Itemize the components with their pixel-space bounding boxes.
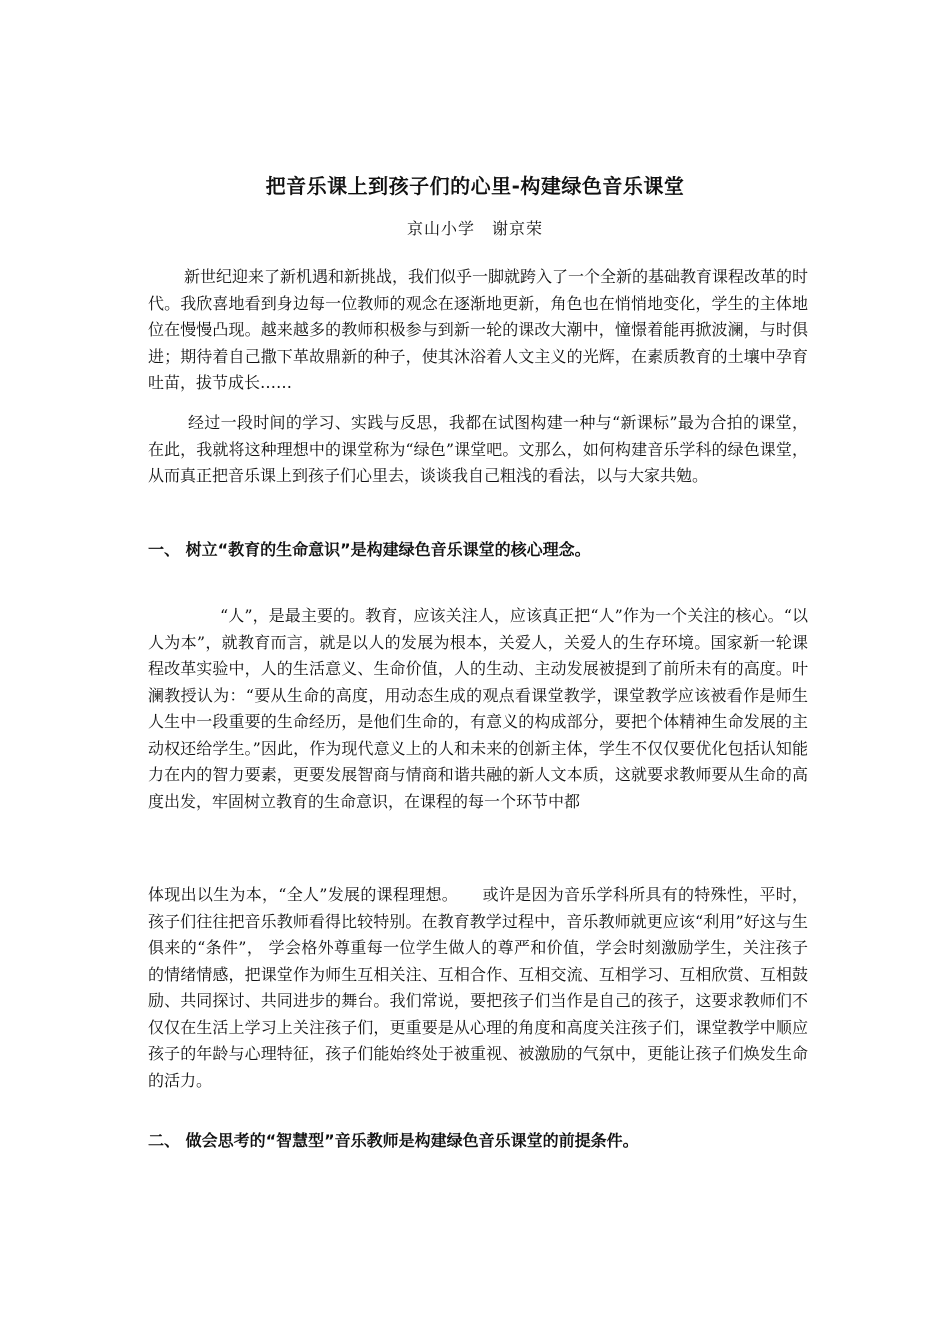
author-line: 京山小学 谢京荣	[406, 219, 543, 238]
intro-paragraph-1: 新世纪迎来了新机遇和新挑战，我们似乎一脚就跨入了一个全新的基础教育课程改革的时代。我欣喜地看到身边每一位教师的观念在逐渐地更新，角色也在悄悄地变化，学生的主体地位在慢慢凸现。越来越多的教师积极参与到新一轮的课改大潮中，憧憬着能再掀波澜，与时俱进；期待着自己撒下革故鼎新的种子，使其沐浴着人文主义的光辉，在素质教育的土壤中孕育吐苗，拔节成长……	[148, 267, 809, 392]
section-heading-2: 二、 做会思考的“智慧型”音乐教师是构建绿色音乐课堂的前提条件。	[148, 1131, 639, 1150]
intro-paragraph-2: 经过一段时间的学习、实践与反思，我都在试图构建一种与“新课标”最为合拍的课堂，在此，我就将这种理想中的课堂称为“绿色”课堂吧。文那么，如何构建音乐学科的绿色课堂，从而真正把音乐课上到孩子们心里去，谈谈我自己粗浅的看法，以与大家共勉。	[148, 413, 808, 485]
section1-paragraph-2: 体现出以生为本，“全人”发展的课程理想。 或许是因为音乐学科所具有的特殊性，平时，孩子们往往把音乐教师看得比较特别。在教育教学过程中，音乐教师就更应该“利用”好这与生俱来的“条件”， 学会格外尊重每一位学生做人的尊严和价值，学会时刻激励学生，关注孩子的情绪情感，把课堂作为师生互相关注、互相合作、互相交流、互相学习、互相欣赏、互相鼓励、共同探讨、共同进步的舞台。我们常说，要把孩子们当作是自己的孩子，这要求教师们不仅仅在生活上学习上关注孩子们，更重要是从心理的角度和高度关注孩子们，课堂教学中顺应孩子的年龄与心理特征，孩子们能始终处于被重视、被激励的气氛中，更能让孩子们焕发生命的活力。	[148, 885, 808, 1090]
document-title: 把音乐课上到孩子们的心里-构建绿色音乐课堂	[265, 174, 685, 198]
section1-paragraph-1: “人”，是最主要的。教育，应该关注人，应该真正把“人”作为一个关注的核心。“以人为本”，就教育而言，就是以人的发展为根本，关爱人，关爱人的生存环境。国家新一轮课程改革实验中，人的生活意义、生命价值，人的生动、主动发展被提到了前所未有的高度。叶澜教授认为：“要从生命的高度，用动态生成的观点看课堂教学，课堂教学应该被看作是师生人生中一段重要的生命经历，是他们生命的，有意义的构成部分，要把个体精神生命发展的主动权还给学生。”因此，作为现代意义上的人和未来的创新主体，学生不仅仅要优化包括认知能力在内的智力要素，更要发展智商与情商和谐共融的新人文本质，这就要求教师要从生命的高度出发，牢固树立教育的生命意识，在课程的每一个环节中都	[148, 606, 808, 811]
section-heading-1: 一、 树立“教育的生命意识”是构建绿色音乐课堂的核心理念。	[148, 540, 591, 559]
